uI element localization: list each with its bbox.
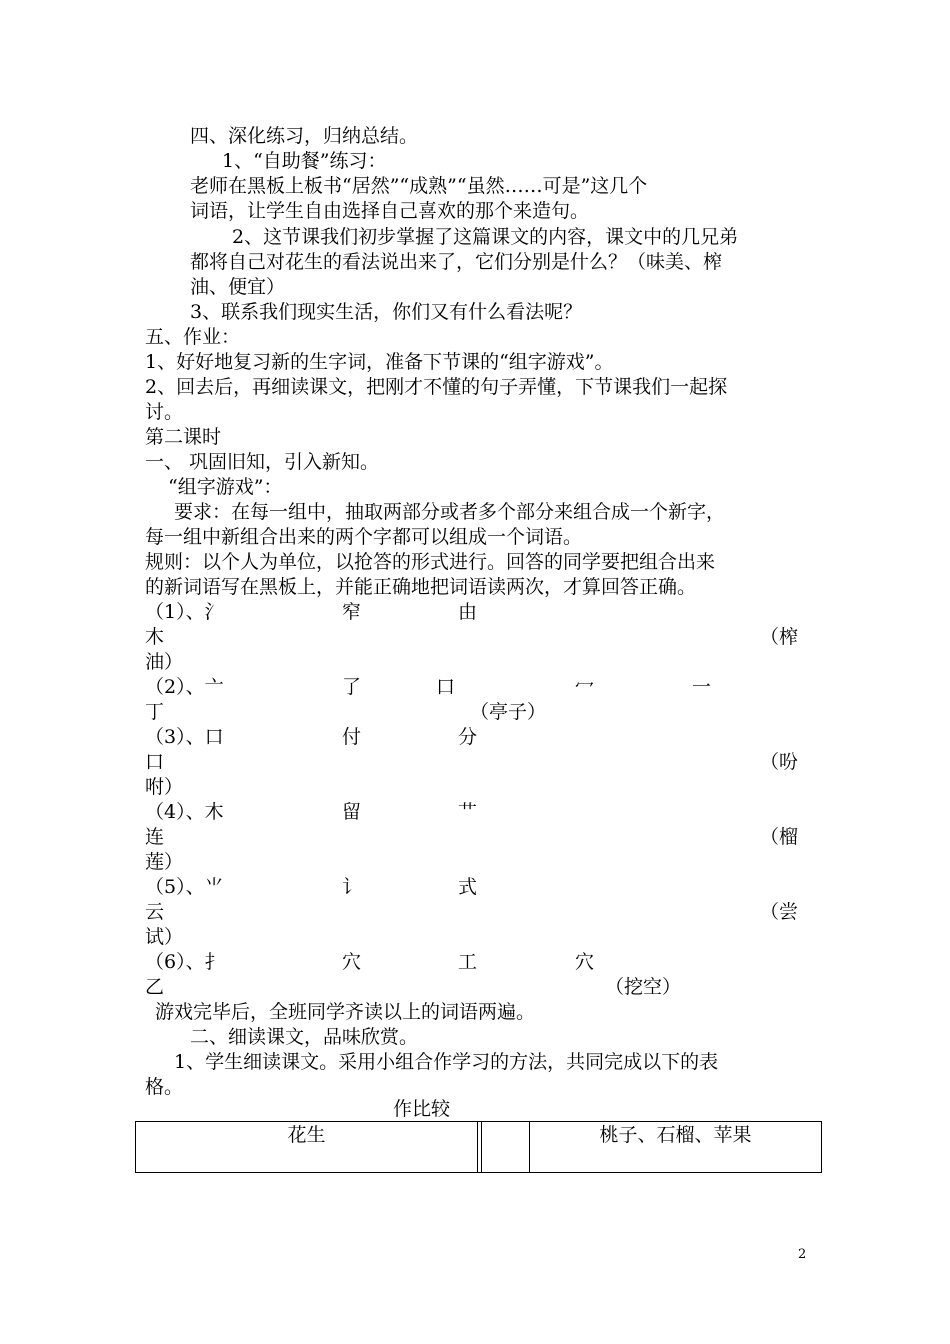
rule-line1: 规则：以个人为单位，以抢答的形式进行。回答的同学要把组合出来 bbox=[145, 551, 716, 573]
part2-step1-line1: 1、学生细读课文。采用小组合作学习的方法，共同完成以下的表 bbox=[174, 1051, 719, 1073]
group1-label: （1）、氵 bbox=[145, 601, 224, 623]
section4-heading: 四、深化练习，归纳总结。 bbox=[190, 125, 419, 147]
group2-part2: 了 bbox=[342, 676, 362, 698]
exercise1-line1: 老师在黑板上板书“居然”“成熟”“虽然……可是”这几个 bbox=[190, 175, 648, 197]
group6-part2: 穴 bbox=[342, 951, 362, 973]
requirement-line1: 要求：在每一组中，抽取两部分或者多个部分来组合成一个新字， bbox=[174, 501, 726, 523]
fruits-column-header: 桃子、石榴、苹果 bbox=[530, 1122, 822, 1173]
group3-part3: 分 bbox=[458, 726, 478, 748]
group3-answer-end: 咐） bbox=[145, 776, 184, 798]
section5-heading: 五、作业： bbox=[145, 326, 241, 348]
page-number: 2 bbox=[798, 1247, 807, 1262]
group4-part3: 艹 bbox=[458, 801, 478, 823]
exercise2-line2: 都将自己对花生的看法说出来了，它们分别是什么？（味美、榨 bbox=[190, 251, 723, 273]
group5-answer-start: （尝 bbox=[760, 901, 799, 923]
lesson2-title: 第二课时 bbox=[145, 426, 222, 448]
homework1: 1、好好地复习新的生字词，准备下节课的“组字游戏”。 bbox=[145, 351, 614, 373]
exercise2-line1: 2、这节课我们初步掌握了这篇课文的内容，课文中的几兄弟 bbox=[232, 226, 739, 248]
exercise1-line2: 词语，让学生自由选择自己喜欢的那个来造句。 bbox=[190, 200, 590, 222]
group1-answer-end: 油） bbox=[145, 651, 184, 673]
homework2-line2: 讨。 bbox=[145, 401, 184, 423]
group6-part3: 工 bbox=[458, 951, 478, 973]
group4-answer-start: （榴 bbox=[760, 826, 799, 848]
exercise2-line3: 油、便宜） bbox=[190, 276, 286, 298]
part1-heading: 一、 巩固旧知，引入新知。 bbox=[145, 451, 380, 473]
group6-answer: （挖空） bbox=[605, 976, 682, 998]
table-caption: 作比较 bbox=[393, 1098, 451, 1120]
rule-line2: 的新词语写在黑板上，并能正确地把词语读两次，才算回答正确。 bbox=[145, 576, 697, 598]
group6-part4: 穴 bbox=[575, 951, 595, 973]
game-title: “组字游戏”： bbox=[168, 476, 283, 498]
group4-answer-end: 莲） bbox=[145, 851, 184, 873]
after-game-note: 游戏完毕后，全班同学齐读以上的词语两遍。 bbox=[155, 1001, 536, 1023]
group2-part4: 冖 bbox=[575, 676, 595, 698]
group5-part-last: 云 bbox=[145, 901, 165, 923]
group3-part-last: 口 bbox=[145, 751, 165, 773]
group5-answer-end: 试） bbox=[145, 926, 184, 948]
requirement-line2: 每一组中新组合出来的两个字都可以组成一个词语。 bbox=[145, 526, 583, 548]
exercise1-title: 1、“自助餐”练习： bbox=[222, 150, 387, 172]
group3-answer-start: （吩 bbox=[760, 751, 799, 773]
group3-label: （3）、口 bbox=[145, 726, 224, 748]
group2-label: （2）、亠 bbox=[145, 676, 224, 698]
group1-answer-start: （榨 bbox=[760, 626, 799, 648]
group1-part2: 窄 bbox=[342, 601, 362, 623]
group6-part-last: 乙 bbox=[145, 976, 165, 998]
part2-step1-line2: 格。 bbox=[145, 1076, 184, 1098]
group2-part5: 一 bbox=[692, 676, 712, 698]
table-empty-cell bbox=[482, 1122, 530, 1173]
group5-part2: 讠 bbox=[342, 876, 362, 898]
group3-part2: 付 bbox=[342, 726, 362, 748]
group5-label: （5）、⺌ bbox=[145, 876, 224, 898]
homework2-line1: 2、回去后，再细读课文，把刚才不懂的句子弄懂，下节课我们一起探 bbox=[145, 376, 728, 398]
group4-part-last: 连 bbox=[145, 826, 165, 848]
group5-part3: 式 bbox=[458, 876, 478, 898]
group4-part2: 留 bbox=[342, 801, 362, 823]
group6-label: （6）、扌 bbox=[145, 951, 224, 973]
group1-part3: 由 bbox=[458, 601, 478, 623]
group2-answer: （亭子） bbox=[470, 701, 547, 723]
table-row bbox=[136, 1122, 822, 1173]
peanut-column-header: 花生 bbox=[136, 1122, 478, 1173]
exercise3: 3、联系我们现实生活，你们又有什么看法呢？ bbox=[190, 301, 583, 323]
comparison-table bbox=[135, 1121, 822, 1173]
group1-part-last: 木 bbox=[145, 626, 165, 648]
group4-label: （4）、木 bbox=[145, 801, 224, 823]
part2-heading: 二、细读课文，品味欣赏。 bbox=[190, 1026, 419, 1048]
group2-part3: 口 bbox=[436, 676, 456, 698]
group2-part-last: 丁 bbox=[145, 701, 165, 723]
